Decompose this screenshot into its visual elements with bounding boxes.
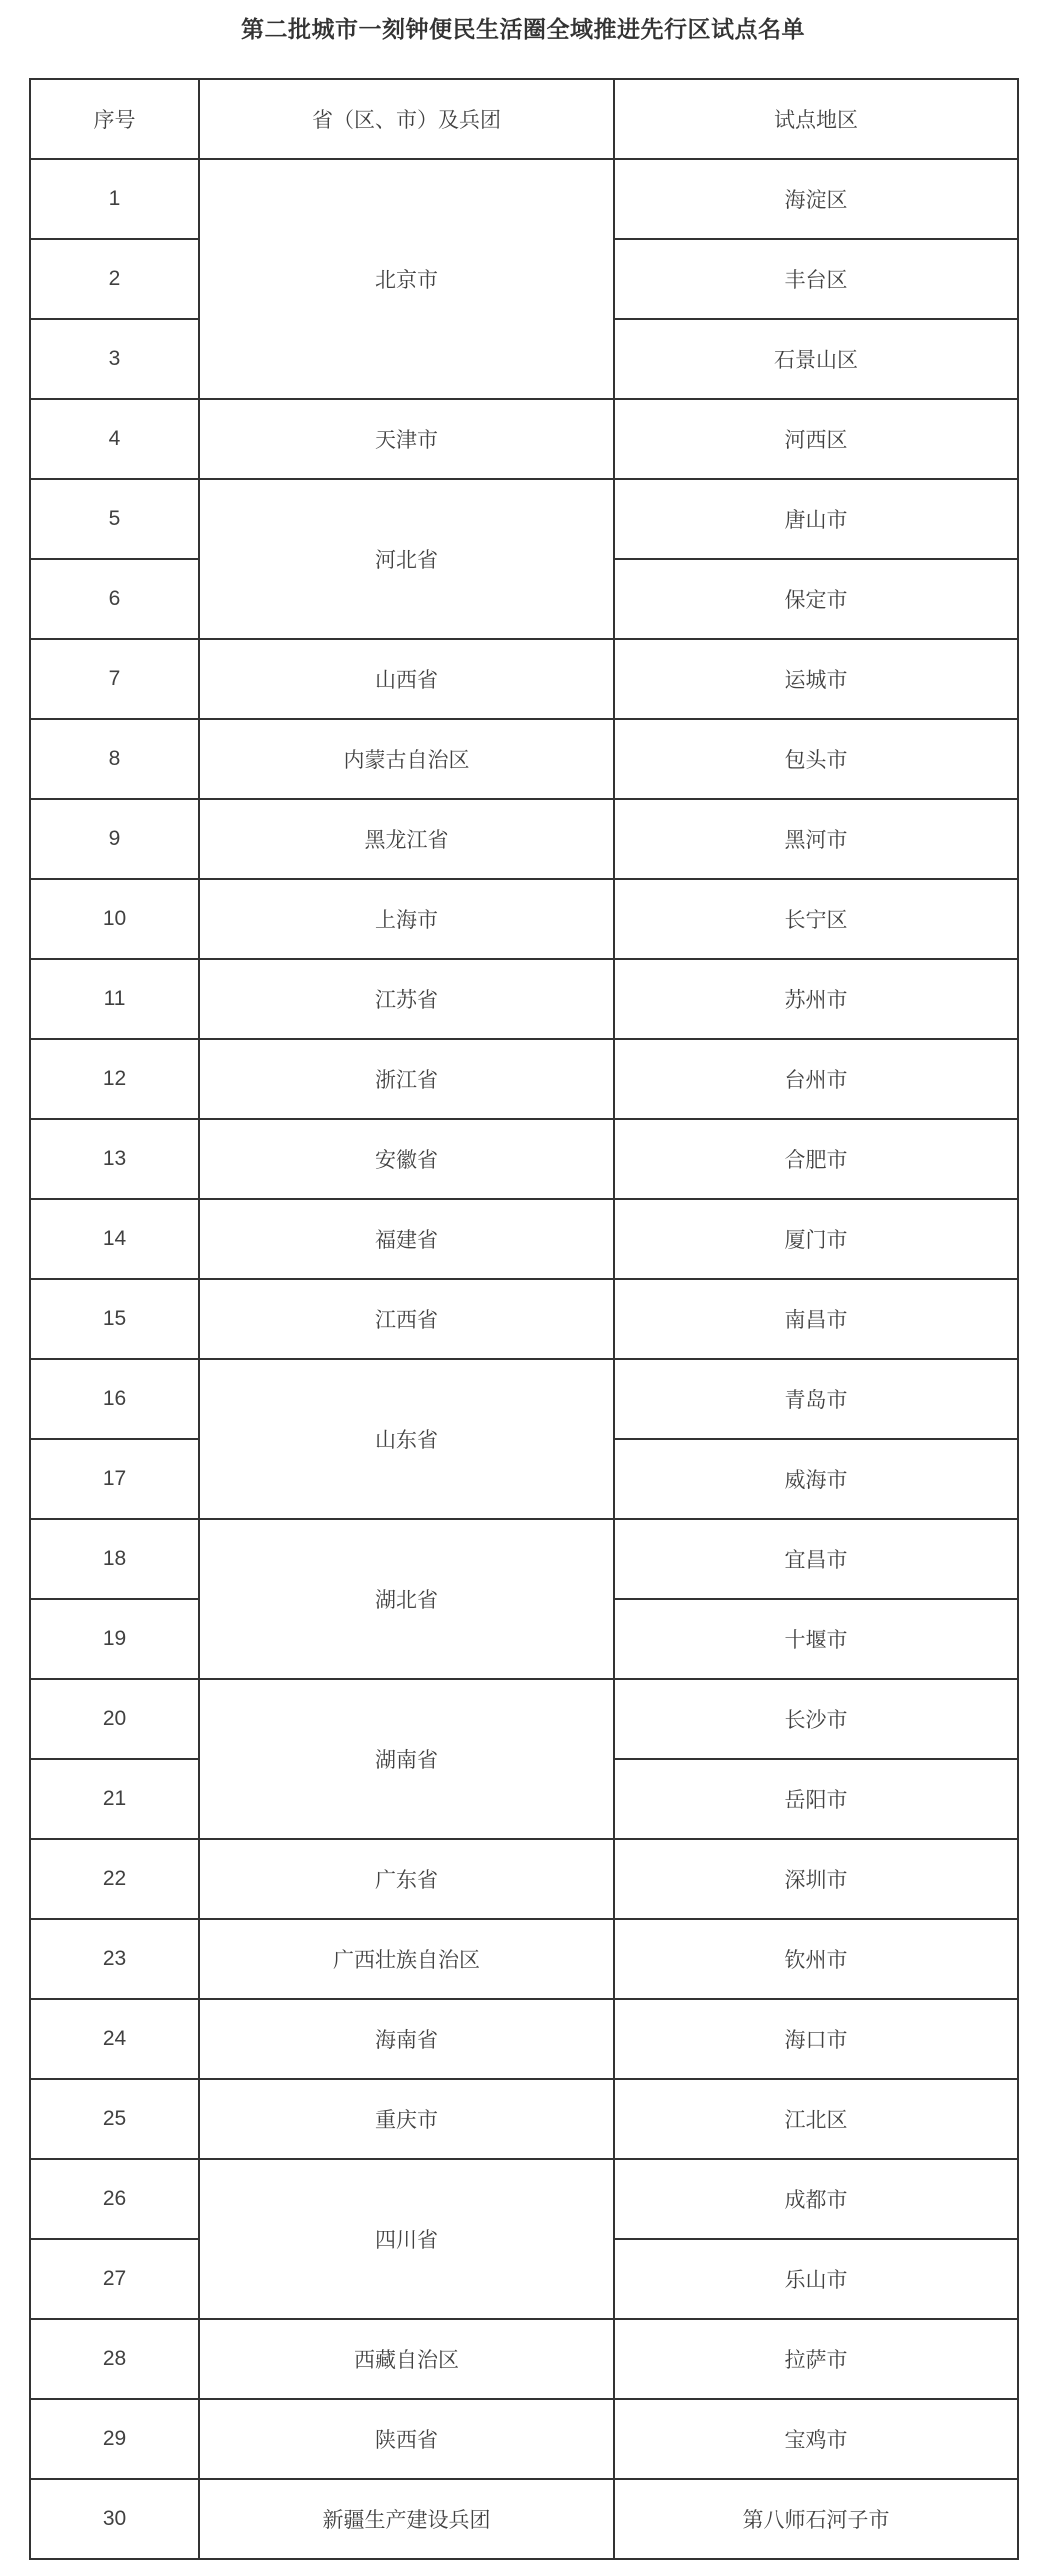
province-cell: 江苏省 (199, 959, 614, 1039)
province-cell: 安徽省 (199, 1119, 614, 1199)
pilot-table-body (30, 159, 1018, 2559)
serial-cell: 9 (30, 799, 199, 879)
serial-cell: 7 (30, 639, 199, 719)
table-row (30, 1839, 1018, 1919)
table-row (30, 1359, 1018, 1439)
serial-cell: 16 (30, 1359, 199, 1439)
serial-cell: 15 (30, 1279, 199, 1359)
province-cell: 浙江省 (199, 1039, 614, 1119)
area-cell: 长宁区 (614, 879, 1018, 959)
serial-cell: 12 (30, 1039, 199, 1119)
area-cell: 乐山市 (614, 2239, 1018, 2319)
table-row (30, 639, 1018, 719)
table-row (30, 799, 1018, 879)
area-cell: 钦州市 (614, 1919, 1018, 1999)
area-cell: 拉萨市 (614, 2319, 1018, 2399)
serial-cell: 26 (30, 2159, 199, 2239)
table-row (30, 1039, 1018, 1119)
page-title: 第二批城市一刻钟便民生活圈全域推进先行区试点名单 (241, 16, 805, 42)
area-cell: 海淀区 (614, 159, 1018, 239)
table-row (30, 1199, 1018, 1279)
province-cell: 广西壮族自治区 (199, 1919, 614, 1999)
area-cell: 南昌市 (614, 1279, 1018, 1359)
serial-cell: 14 (30, 1199, 199, 1279)
serial-cell: 2 (30, 239, 199, 319)
table-row (30, 1119, 1018, 1199)
area-cell: 河西区 (614, 399, 1018, 479)
serial-cell: 24 (30, 1999, 199, 2079)
table-row (30, 1279, 1018, 1359)
header-province: 省（区、市）及兵团 (199, 79, 614, 159)
serial-cell: 20 (30, 1679, 199, 1759)
serial-cell: 10 (30, 879, 199, 959)
province-cell: 新疆生产建设兵团 (199, 2479, 614, 2559)
table-row (30, 2399, 1018, 2479)
province-cell: 海南省 (199, 1999, 614, 2079)
serial-cell: 6 (30, 559, 199, 639)
serial-cell: 30 (30, 2479, 199, 2559)
serial-cell: 1 (30, 159, 199, 239)
serial-cell: 18 (30, 1519, 199, 1599)
area-cell: 长沙市 (614, 1679, 1018, 1759)
province-cell: 上海市 (199, 879, 614, 959)
area-cell: 海口市 (614, 1999, 1018, 2079)
province-cell: 重庆市 (199, 2079, 614, 2159)
area-cell: 威海市 (614, 1439, 1018, 1519)
table-row (30, 959, 1018, 1039)
area-cell: 成都市 (614, 2159, 1018, 2239)
table-row (30, 879, 1018, 959)
area-cell: 青岛市 (614, 1359, 1018, 1439)
table-row (30, 1999, 1018, 2079)
area-cell: 丰台区 (614, 239, 1018, 319)
province-cell: 湖南省 (199, 1679, 614, 1839)
header-serial: 序号 (30, 79, 199, 159)
area-cell: 宝鸡市 (614, 2399, 1018, 2479)
table-row (30, 2159, 1018, 2239)
area-cell: 石景山区 (614, 319, 1018, 399)
area-cell: 第八师石河子市 (614, 2479, 1018, 2559)
province-cell: 江西省 (199, 1279, 614, 1359)
table-row (30, 1919, 1018, 1999)
serial-cell: 28 (30, 2319, 199, 2399)
province-cell: 湖北省 (199, 1519, 614, 1679)
area-cell: 保定市 (614, 559, 1018, 639)
province-cell: 广东省 (199, 1839, 614, 1919)
province-cell: 内蒙古自治区 (199, 719, 614, 799)
table-row (30, 159, 1018, 239)
province-cell: 黑龙江省 (199, 799, 614, 879)
area-cell: 深圳市 (614, 1839, 1018, 1919)
area-cell: 岳阳市 (614, 1759, 1018, 1839)
area-cell: 厦门市 (614, 1199, 1018, 1279)
table-row (30, 719, 1018, 799)
serial-cell: 8 (30, 719, 199, 799)
province-cell: 山西省 (199, 639, 614, 719)
table-row (30, 2319, 1018, 2399)
header-row (30, 79, 1018, 159)
province-cell: 陕西省 (199, 2399, 614, 2479)
area-cell: 包头市 (614, 719, 1018, 799)
province-cell: 西藏自治区 (199, 2319, 614, 2399)
area-cell: 宜昌市 (614, 1519, 1018, 1599)
area-cell: 江北区 (614, 2079, 1018, 2159)
table-row (30, 1519, 1018, 1599)
area-cell: 唐山市 (614, 479, 1018, 559)
area-cell: 运城市 (614, 639, 1018, 719)
province-cell: 北京市 (199, 159, 614, 399)
province-cell: 山东省 (199, 1359, 614, 1519)
table-row (30, 2479, 1018, 2559)
serial-cell: 3 (30, 319, 199, 399)
area-cell: 十堰市 (614, 1599, 1018, 1679)
area-cell: 苏州市 (614, 959, 1018, 1039)
serial-cell: 19 (30, 1599, 199, 1679)
serial-cell: 17 (30, 1439, 199, 1519)
serial-cell: 4 (30, 399, 199, 479)
serial-cell: 27 (30, 2239, 199, 2319)
header-pilot-area: 试点地区 (614, 79, 1018, 159)
serial-cell: 22 (30, 1839, 199, 1919)
province-cell: 四川省 (199, 2159, 614, 2319)
serial-cell: 13 (30, 1119, 199, 1199)
area-cell: 台州市 (614, 1039, 1018, 1119)
serial-cell: 11 (30, 959, 199, 1039)
table-row (30, 479, 1018, 559)
province-cell: 河北省 (199, 479, 614, 639)
serial-cell: 29 (30, 2399, 199, 2479)
serial-cell: 23 (30, 1919, 199, 1999)
province-cell: 福建省 (199, 1199, 614, 1279)
area-cell: 合肥市 (614, 1119, 1018, 1199)
serial-cell: 5 (30, 479, 199, 559)
table-row (30, 399, 1018, 479)
area-cell: 黑河市 (614, 799, 1018, 879)
serial-cell: 25 (30, 2079, 199, 2159)
table-row (30, 1679, 1018, 1759)
pilot-table (29, 78, 1019, 2560)
table-row (30, 2079, 1018, 2159)
serial-cell: 21 (30, 1759, 199, 1839)
province-cell: 天津市 (199, 399, 614, 479)
